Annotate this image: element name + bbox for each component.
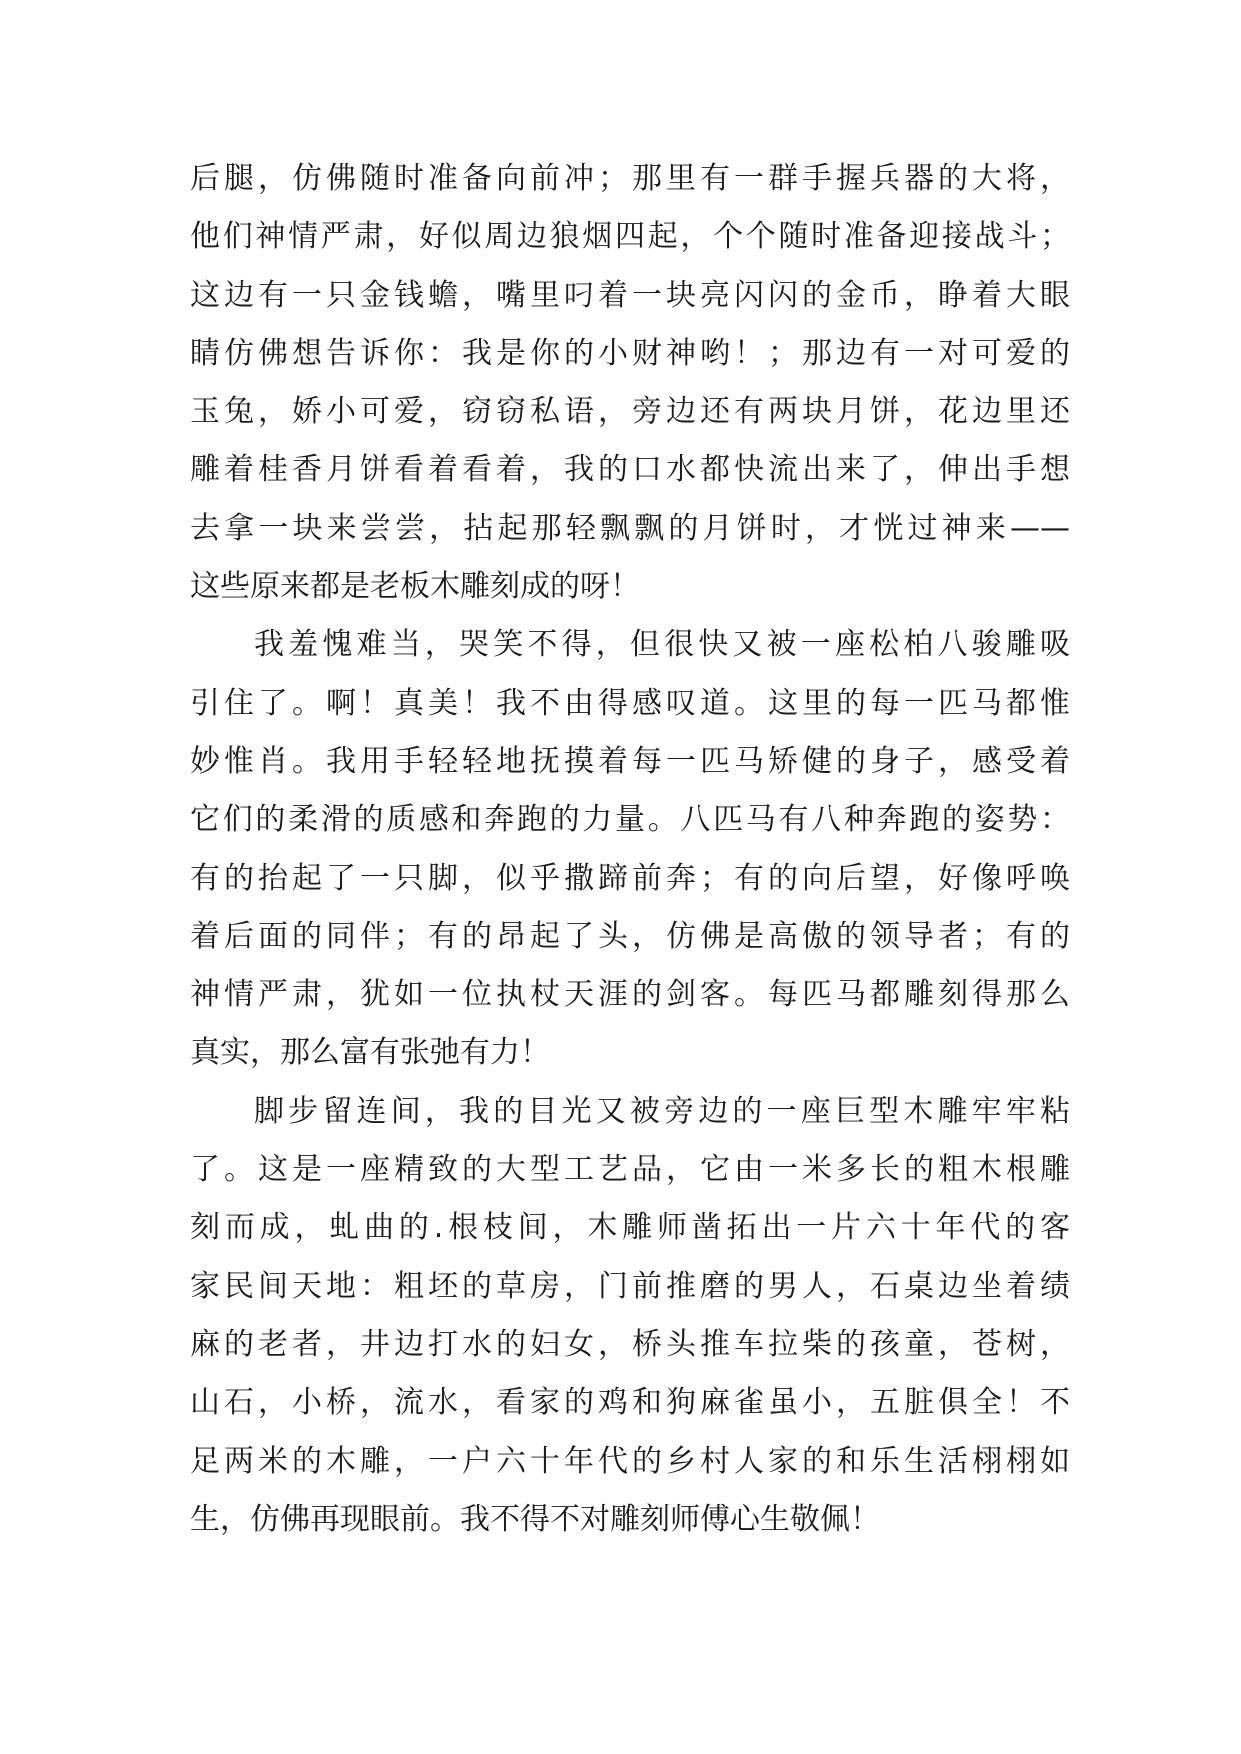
text-line: 去拿一块来尝尝，拈起那轻飘飘的月饼时，才恍过神来—— [190,510,1070,546]
text-line: 我羞愧难当，哭笑不得，但很快又被一座松柏八骏雕吸 [254,627,1070,663]
text-line: 山石，小桥，流水，看家的鸡和狗麻雀虽小，五脏俱全！不 [190,1385,1070,1421]
text-line: 有的抬起了一只脚，似乎撒蹄前奔；有的向后望，好像呼唤 [190,860,1070,896]
text-line: 雕着桂香月饼看着看着，我的口水都快流出来了，伸出手想 [190,452,1070,488]
text-line: 引住了。啊！真美！我不由得感叹道。这里的每一匹马都惟 [190,685,1070,721]
text-line: 刻而成，虬曲的.根枝间，木雕师凿拓出一片六十年代的客 [190,1210,1070,1246]
text-line: 足两米的木雕，一户六十年代的乡村人家的和乐生活栩栩如 [190,1443,1070,1479]
text-line: 睛仿佛想告诉你：我是你的小财神哟！；那边有一对可爱的 [190,335,1070,371]
text-line: 脚步留连间，我的目光又被旁边的一座巨型木雕牢牢粘 [254,1093,1070,1129]
text-line: 他们神情严肃，好似周边狼烟四起，个个随时准备迎接战斗； [190,219,1070,255]
text-line: 了。这是一座精致的大型工艺品，它由一米多长的粗木根雕 [190,1152,1070,1188]
text-line: 这边有一只金钱蟾，嘴里叼着一块亮闪闪的金币，睁着大眼 [190,277,1070,313]
text-line: 生，仿佛再现眼前。我不得不对雕刻师傅心生敬佩！ [190,1501,880,1537]
text-line: 后腿，仿佛随时准备向前冲；那里有一群手握兵器的大将， [190,161,1070,196]
text-line: 这些原来都是老板木雕刻成的呀！ [190,569,640,605]
text-line: 神情严肃，犹如一位执杖天涯的剑客。每匹马都雕刻得那么 [190,977,1070,1013]
text-line: 麻的老者，井边打水的妇女，桥头推车拉柴的孩童，苍树， [190,1326,1070,1362]
text-line: 家民间天地：粗坯的草房，门前推磨的男人，石桌边坐着绩 [190,1268,1070,1304]
text-line: 妙惟肖。我用手轻轻地抚摸着每一匹马矫健的身子，感受着 [190,743,1070,779]
body-text [190,150,1070,1549]
text-line: 玉兔，娇小可爱，窃窃私语，旁边还有两块月饼，花边里还 [190,394,1070,430]
text-line: 真实，那么富有张弛有力！ [190,1035,550,1071]
text-line: 着后面的同伴；有的昂起了头，仿佛是高傲的领导者；有的 [190,918,1070,954]
text-line: 它们的柔滑的质感和奔跑的力量。八匹马有八种奔跑的姿势： [190,802,1070,838]
